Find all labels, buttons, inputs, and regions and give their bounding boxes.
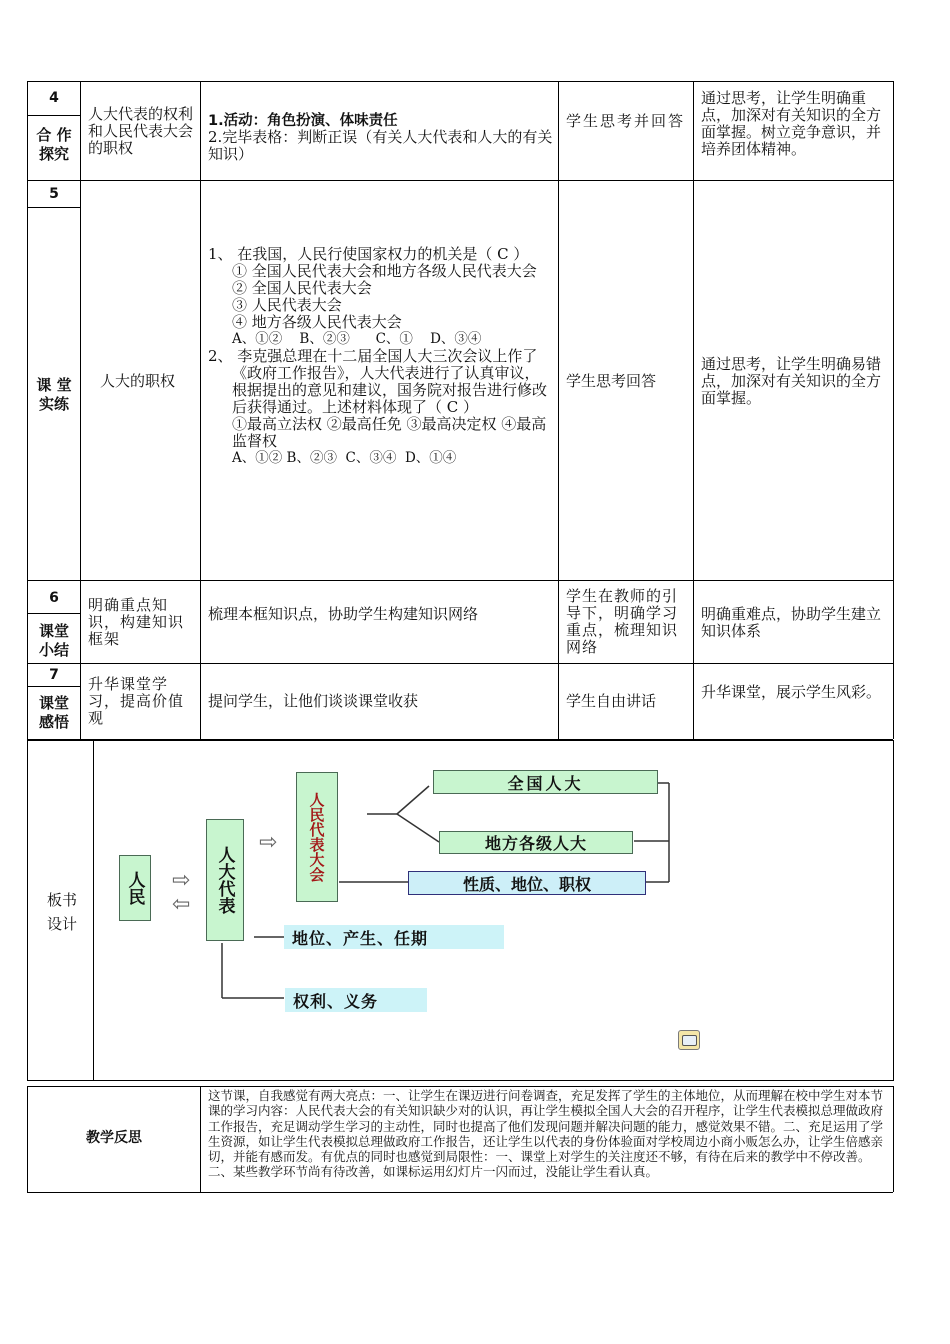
activity-text: 2.完毕表格：判断正误（有关人大代表和人大的有关知识） [208, 128, 553, 163]
activity-cell: 梳理本框知识点，协助学生构建知识网络 [208, 605, 479, 623]
stage-label: 课 堂 实练 [36, 376, 72, 413]
intent-cell: 通过思考，让学生明确易错点，加深对有关知识的全方面掌握。 [701, 355, 882, 407]
student-cell: 学生思考回答 [566, 372, 657, 390]
row-number: 5 [49, 186, 59, 202]
people-box: 人民 [119, 855, 151, 921]
reflection-label: 教学反思 [86, 1130, 142, 1146]
content-cell: 人大的职权 [100, 372, 176, 390]
content-cell: 人大代表的权利和人民代表大会的职权 [88, 105, 194, 157]
intent-cell: 通过思考，让学生明确重点，加深对有关知识的全方面掌握。树立竞争意识，并培养团体精神。 [701, 89, 882, 158]
reflection-text: 这节课，自我感觉有两大亮点：一、让学生在课迈进行问卷调查，充足发挥了学生的主体地位，从而理解在校中学生对本节课的学习内容：人民代表大会的有关知识缺少对的认识，再让学生模拟全国人大会的召开程序，让学生代表模拟总理做政府工作报告，充足调动学生学习的主动性，同时也提高了他们发现问题并解决问题的能力，感觉效果不错。二、充足运用了学生资源，如让学生代表模拟总理做政府工作报告，还让学生以代表的身份体验面对学校周边小商小贩怎么办，让学生倍感亲切，并能有感而发。有优点的同时也感觉到局限性：一、课堂上对学生的关注度还不够，有待在后来的教学中不停改善。二、某些教学环节尚有待改善，如课标运用幻灯片一闪而过，没能让学生看认真。 [208, 1088, 884, 1180]
content-cell: 升华课堂学习，提高价值观 [88, 675, 185, 727]
right-arrow-icon: ⇨ [259, 830, 278, 855]
student-cell: 学生自由讲话 [566, 692, 657, 710]
question-1-option: ① 全国人民代表大会和地方各级人民代表大会 [232, 262, 537, 280]
question-1-option: ③ 人民代表大会 [232, 296, 342, 314]
speaker-icon[interactable] [678, 1030, 700, 1050]
rights-box: 权利、义务 [285, 988, 427, 1012]
student-cell: 学生在教师的引导下，明确学习重点，梳理知识网络 [566, 587, 679, 656]
row-number: 6 [49, 590, 59, 606]
question-1-stem: 1、 在我国，人民行使国家权力的机关是（ C ） [208, 245, 529, 263]
local-congress-box: 地方各级人大 [439, 831, 633, 854]
congress-box: 人民代表大会 [296, 772, 338, 902]
exercise-block [208, 246, 554, 467]
question-1-answers: A、①② B、②③ C、① D、③④ [232, 331, 482, 347]
status-box: 地位、产生、任期 [284, 925, 504, 949]
student-cell: 学生思考并回答 [566, 112, 686, 130]
activity-cell: 提问学生，让他们谈谈课堂收获 [208, 692, 419, 710]
row-number: 4 [49, 90, 59, 106]
stage-label: 课堂 感悟 [38, 694, 69, 731]
nature-box: 性质、地位、职权 [408, 871, 646, 895]
national-congress-box: 全国人大 [433, 770, 658, 794]
deputies-box: 人大代表 [206, 819, 244, 941]
intent-cell: 升华课堂，展示学生风彩。 [701, 683, 882, 701]
activity-title: 1.活动：角色扮演、体味责任 [208, 113, 398, 129]
left-arrow-icon: ⇦ [172, 892, 191, 917]
right-arrow-icon: ⇨ [172, 868, 191, 893]
stage-label: 课堂 小结 [38, 622, 69, 659]
question-1-option: ④ 地方各级人民代表大会 [232, 313, 402, 331]
stage-label: 合 作 探究 [36, 126, 72, 163]
question-2-stem: 2、 李克强总理在十二届全国人大三次会议上作了《政府工作报告》，人大代表进行了认真审议，根据提出的意见和建议，国务院对报告进行修改后获得通过。上述材料体现了（ C ） [208, 347, 548, 416]
board-label: 板书 设计 [46, 891, 77, 933]
question-1-option: ② 全国人民代表大会 [232, 279, 372, 297]
intent-cell: 明确重难点，协助学生建立知识体系 [701, 605, 882, 640]
question-2-options: ①最高立法权 ②最高任免 ③最高决定权 ④最高监督权 [232, 415, 547, 450]
row-number: 7 [49, 667, 59, 683]
content-cell: 明确重点知识，构建知识框架 [88, 596, 185, 648]
question-2-answers: A、①② B、②③ C、③④ D、①④ [232, 450, 457, 466]
